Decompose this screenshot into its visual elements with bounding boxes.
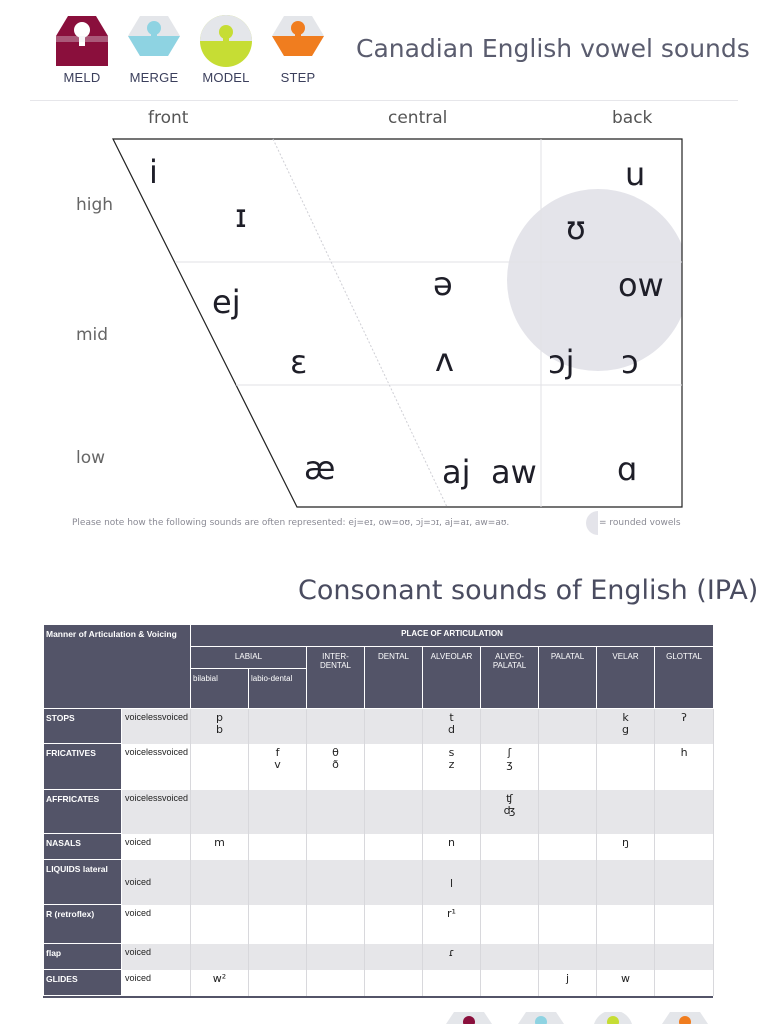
cell-nasals-velar: ŋ <box>597 834 655 860</box>
empty-cell <box>249 790 307 834</box>
consonant-table <box>43 624 714 996</box>
cell-retroflex-alveolar: r¹ <box>423 905 481 944</box>
ipa-symbol: ʒ <box>506 757 513 771</box>
ipa-symbol: b <box>216 723 223 736</box>
step-label: STEP <box>280 70 316 85</box>
vowel-ej: ej <box>212 283 241 321</box>
voicing-label: voiced <box>162 746 189 757</box>
cell-glides-palatal: j <box>539 970 597 996</box>
row-label-mid: mid <box>76 325 109 345</box>
voicing-nasals: voiced <box>122 834 191 860</box>
ipa-symbol: θ <box>332 745 339 759</box>
empty-cell <box>191 944 249 970</box>
alveolar-header: ALVEOLAR <box>423 647 481 709</box>
table-bottom-rule <box>43 996 713 998</box>
labiodental-header: labio-dental <box>249 669 307 709</box>
empty-cell <box>655 790 714 834</box>
empty-cell <box>481 944 539 970</box>
empty-cell <box>423 790 481 834</box>
voicing-affricates <box>122 790 191 834</box>
empty-cell <box>539 744 597 790</box>
place-header: PLACE OF ARTICULATION <box>191 625 714 647</box>
empty-cell <box>365 790 423 834</box>
ipa-symbol: z <box>448 757 455 771</box>
empty-cell <box>249 860 307 905</box>
empty-cell <box>539 860 597 905</box>
step-icon <box>662 1012 708 1024</box>
empty-cell <box>249 709 307 744</box>
ipa-symbol: s <box>448 745 455 759</box>
row-header-nasals: NASALS <box>44 834 122 860</box>
meld-icon <box>446 1012 492 1024</box>
empty-cell <box>481 970 539 996</box>
empty-cell <box>539 834 597 860</box>
interdental-header: INTER-DENTAL <box>307 647 365 709</box>
velar-header: VELAR <box>597 647 655 709</box>
vowel-small-cap-i: ɪ <box>235 197 247 235</box>
voicing-retroflex: voiced <box>122 905 191 944</box>
empty-cell <box>249 970 307 996</box>
empty-cell <box>307 944 365 970</box>
empty-cell <box>597 790 655 834</box>
ipa-symbol: ʃ <box>507 745 512 759</box>
row-label-high: high <box>76 195 114 215</box>
ipa-symbol: ʔ <box>681 711 687 724</box>
empty-cell <box>191 860 249 905</box>
ipa-symbol: t <box>449 711 454 724</box>
empty-cell <box>307 860 365 905</box>
row-header-glides: GLIDES <box>44 970 122 996</box>
empty-cell <box>597 905 655 944</box>
row-header-retroflex: R (retroflex) <box>44 905 122 944</box>
empty-cell <box>365 944 423 970</box>
empty-cell <box>249 944 307 970</box>
vowel-open-o-j: ɔj <box>548 343 575 381</box>
bilabial-header: bilabial <box>191 669 249 709</box>
empty-cell <box>481 834 539 860</box>
cell-fricatives-interdental <box>307 744 365 790</box>
voicing-label: voiced <box>162 792 189 803</box>
ipa-symbol: f <box>275 745 280 759</box>
glottal-header: GLOTTAL <box>655 647 714 709</box>
ipa-symbol: p <box>216 711 223 724</box>
ipa-symbol: d <box>448 723 455 736</box>
consonant-title: Consonant sounds of English (IPA) <box>298 575 759 606</box>
empty-cell <box>597 860 655 905</box>
dental-header: DENTAL <box>365 647 423 709</box>
empty-cell <box>365 970 423 996</box>
empty-cell <box>191 905 249 944</box>
empty-cell <box>481 860 539 905</box>
cell-nasals-alveolar: n <box>423 834 481 860</box>
table-row-affricates <box>44 790 714 834</box>
vowel-upsilon: ʊ <box>566 209 586 247</box>
manner-header: Manner of Articulation & Voicing <box>44 625 191 709</box>
cell-stops-glottal <box>655 709 714 744</box>
voicing-label: voiceless <box>125 746 163 757</box>
ipa-symbol: ð <box>332 757 339 771</box>
empty-cell <box>655 834 714 860</box>
empty-cell <box>539 944 597 970</box>
row-header-affricates: AFFRICATES <box>44 790 122 834</box>
cell-fricatives-alveolar <box>423 744 481 790</box>
row-header-flap: flap <box>44 944 122 970</box>
vowel-wedge: ʌ <box>435 341 454 379</box>
empty-cell <box>365 905 423 944</box>
voicing-glides: voiced <box>122 970 191 996</box>
cell-glides-bilabial: w² <box>191 970 249 996</box>
vowel-open-o: ɔ <box>621 343 639 381</box>
cell-fricatives-glottal <box>655 744 714 790</box>
voicing-label: voiceless <box>125 712 163 722</box>
table-row-fricatives <box>44 744 714 790</box>
empty-cell <box>539 905 597 944</box>
empty-cell <box>307 905 365 944</box>
cell-flap-alveolar: ɾ <box>423 944 481 970</box>
column-label-back: back <box>612 108 653 128</box>
cell-stops-bilabial <box>191 709 249 744</box>
empty-cell <box>481 905 539 944</box>
vowel-u: u <box>625 155 646 193</box>
model-icon <box>590 1012 636 1024</box>
voicing-label: voiceless <box>125 792 163 803</box>
empty-cell <box>597 744 655 790</box>
rounded-vowels-key-icon <box>578 511 598 535</box>
ipa-symbol: k <box>622 711 629 724</box>
vowel-open-e: ɛ <box>290 343 308 381</box>
ipa-symbol: ʤ <box>503 803 516 817</box>
table-row-retroflex <box>44 905 714 944</box>
empty-cell <box>481 709 539 744</box>
row-label-low: low <box>76 448 106 468</box>
cell-glides-velar: w <box>597 970 655 996</box>
row-header-fricatives: FRICATIVES <box>44 744 122 790</box>
table-row-glides <box>44 970 714 996</box>
empty-cell <box>307 834 365 860</box>
empty-cell <box>307 790 365 834</box>
voicing-liquids: voiced <box>122 860 191 905</box>
empty-cell <box>191 744 249 790</box>
empty-cell <box>249 834 307 860</box>
empty-cell <box>655 944 714 970</box>
empty-cell <box>307 709 365 744</box>
voicing-flap: voiced <box>122 944 191 970</box>
meld-label: MELD <box>63 70 101 85</box>
vowel-ae: æ <box>304 449 336 487</box>
empty-cell <box>655 970 714 996</box>
voicing-fricatives <box>122 744 191 790</box>
vowel-script-a: ɑ <box>617 450 638 488</box>
empty-cell <box>191 790 249 834</box>
page-title: Canadian English vowel sounds <box>356 34 750 63</box>
alveopalatal-header: ALVEO-PALATAL <box>481 647 539 709</box>
empty-cell <box>597 944 655 970</box>
table-row-liquids <box>44 860 714 905</box>
table-row-stops <box>44 709 714 744</box>
labial-header: LABIAL <box>191 647 307 669</box>
empty-cell <box>365 860 423 905</box>
ipa-symbol: ʧ <box>506 791 513 805</box>
ipa-symbol: g <box>622 723 629 736</box>
row-header-stops: STOPS <box>44 709 122 744</box>
empty-cell <box>365 709 423 744</box>
cell-stops-velar <box>597 709 655 744</box>
ipa-symbol: v <box>274 757 281 771</box>
palatal-header: PALATAL <box>539 647 597 709</box>
cell-fricatives-alveopalatal <box>481 744 539 790</box>
empty-cell <box>655 860 714 905</box>
vowel-i: i <box>149 153 158 191</box>
empty-cell <box>423 970 481 996</box>
model-label: MODEL <box>202 70 250 85</box>
cell-affricates-alveopalatal <box>481 790 539 834</box>
vowel-aw: aw <box>491 453 537 491</box>
voicing-stops <box>122 709 191 744</box>
cell-stops-alveolar <box>423 709 481 744</box>
table-row-flap <box>44 944 714 970</box>
empty-cell <box>539 790 597 834</box>
ipa-symbol: h <box>680 745 688 759</box>
vowel-ow: ow <box>618 266 664 304</box>
cell-fricatives-labiodental <box>249 744 307 790</box>
vowel-aj: aj <box>442 453 471 491</box>
row-header-liquids: LIQUIDS lateral <box>44 860 122 905</box>
rounded-vowels-key-label: = rounded vowels <box>599 518 681 528</box>
cell-liquids-alveolar: l <box>423 860 481 905</box>
table-row-nasals <box>44 834 714 860</box>
empty-cell <box>365 834 423 860</box>
empty-cell <box>307 970 365 996</box>
vowel-schwa: ə <box>433 265 453 303</box>
empty-cell <box>249 905 307 944</box>
voicing-label: voiced <box>162 712 189 722</box>
cell-nasals-bilabial: m <box>191 834 249 860</box>
empty-cell <box>655 905 714 944</box>
merge-icon <box>518 1012 564 1024</box>
column-label-central: central <box>388 108 448 128</box>
empty-cell <box>365 744 423 790</box>
empty-cell <box>539 709 597 744</box>
merge-label: MERGE <box>129 70 179 85</box>
representation-note: Please note how the following sounds are often represented: ej=eɪ, ow=oʊ, ɔj=ɔɪ, aj=aɪ, aw=aʊ. <box>72 518 510 528</box>
column-label-front: front <box>148 108 189 128</box>
